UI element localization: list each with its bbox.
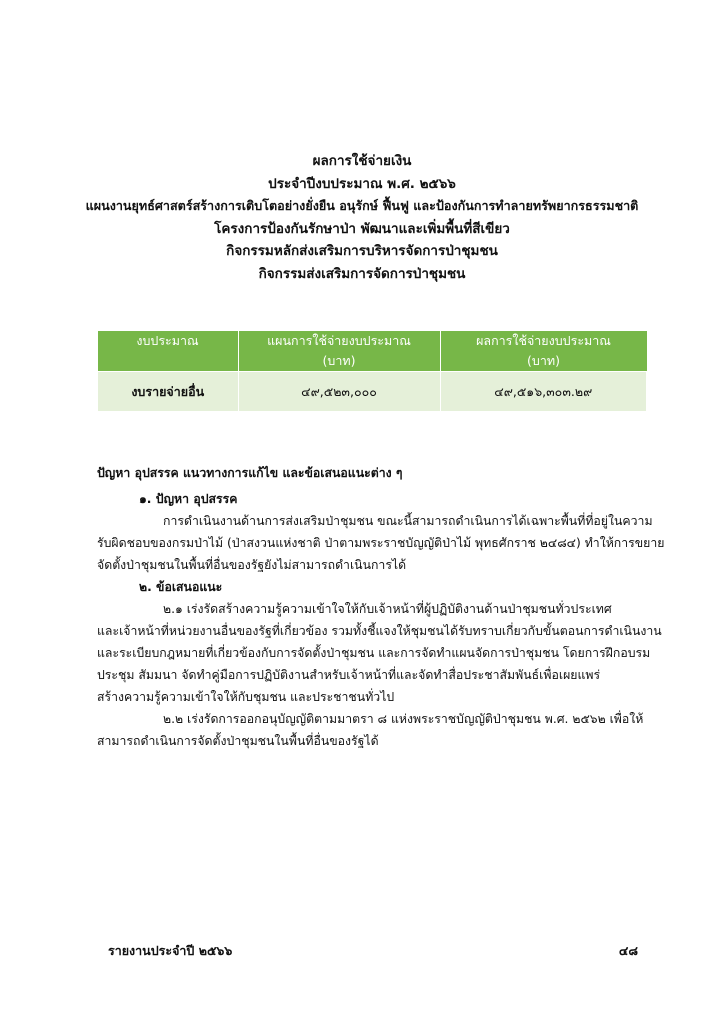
problems-heading: ๑. ปัญหา อุปสรรค — [139, 492, 238, 506]
header-budget-label: งบประมาณ — [136, 333, 199, 348]
suggestion-1-line: ประชุม สัมมนา จัดทำคู่มือการปฏิบัติงานสำหรับเจ้าหน้าที่และจัดทำสื่อประชาสัมพันธ์เพื่อเผยแพร่ — [97, 668, 601, 682]
page-number: ๔๘ — [618, 943, 638, 958]
header-result — [440, 331, 647, 372]
report-title — [0, 150, 724, 285]
suggestions-heading: ๒. ข้อเสนอแนะ — [139, 580, 223, 594]
suggestion-2-line: ๒.๒ เร่งรัดการออกอนุบัญญัติตามมาตรา ๘ แห่งพระราชบัญญัติป่าชุมชน พ.ศ. ๒๕๖๒ เพื่อให้ — [163, 712, 644, 726]
title-line-1: ผลการใช้จ่ายเงิน — [312, 153, 412, 169]
title-line-2: ประจำปีงบประมาณ พ.ศ. ๒๕๖๖ — [268, 175, 456, 192]
table-row — [98, 372, 647, 412]
suggestion-1-line: สร้างความรู้ความเข้าใจให้กับชุมชน และประชาชนทั่วไป — [97, 690, 395, 704]
row-category: งบรายจ่ายอื่น — [98, 372, 239, 412]
header-budget-sub — [98, 351, 238, 371]
table-header-row — [98, 331, 647, 372]
footer-report-title: รายงานประจำปี ๒๕๖๖ — [108, 943, 233, 958]
header-plan-unit: (บาท) — [322, 353, 356, 368]
problems-paragraph-line: จัดตั้งป่าชุมชนในพื้นที่อื่นของรัฐยังไม่สามารถดำเนินการได้ — [97, 558, 407, 572]
suggestion-1-line: และเจ้าหน้าที่หน่วยงานอื่นของรัฐที่เกี่ยวข้อง รวมทั้งชี้แจงให้ชุมชนได้รับทราบเกี่ยวกับขั้นตอนการดำเนินงาน — [97, 624, 662, 638]
suggestion-1-line: ๒.๑ เร่งรัดสร้างความรู้ความเข้าใจให้กับเจ้าหน้าที่ผู้ปฏิบัติงานด้านป่าชุมชนทั่วประเทศ — [163, 602, 612, 616]
title-line-5: กิจกรรมหลักส่งเสริมการบริหารจัดการป่าชุมชน — [226, 243, 498, 259]
issues-section — [97, 462, 665, 752]
problems-paragraph-line: รับผิดชอบของกรมป่าไม้ (ป่าสงวนแห่งชาติ ป่าตามพระราชบัญญัติป่าไม้ พุทธศักราช ๒๔๘๔) ทำให้การขยาย — [97, 536, 665, 550]
title-line-6: กิจกรรมส่งเสริมการจัดการป่าชุมชน — [258, 265, 466, 282]
header-result-label: ผลการใช้จ่ายงบประมาณ — [476, 333, 611, 348]
header-result-unit: (บาท) — [527, 353, 560, 368]
suggestion-1-line: และระเบียบกฎหมายที่เกี่ยวข้องกับการจัดตั้งป่าชุมชน และการจัดทำแผนจัดการป่าชุมชน โดยการฝึกอบรม — [97, 646, 651, 660]
problems-paragraph-line: การดำเนินงานด้านการส่งเสริมป่าชุมชน ขณะนี้สามารถดำเนินการได้เฉพาะพื้นที่ที่อยู่ในความ — [163, 514, 653, 528]
header-plan — [238, 331, 440, 372]
header-budget — [98, 331, 239, 372]
row-plan-amount: ๔๙,๕๒๓,๐๐๐ — [238, 372, 440, 412]
budget-table — [97, 331, 647, 412]
header-plan-label: แผนการใช้จ่ายงบประมาณ — [267, 333, 411, 348]
row-result-amount: ๔๙,๕๑๖,๓๐๓.๒๙ — [440, 372, 647, 412]
title-line-4: โครงการป้องกันรักษาป่า พัฒนาและเพิ่มพื้นที่สีเขียว — [214, 220, 510, 237]
suggestion-2-line: สามารถดำเนินการจัดตั้งป่าชุมชนในพื้นที่อื่นของรัฐได้ — [97, 734, 379, 748]
issues-heading: ปัญหา อุปสรรค แนวทางการแก้ไข และข้อเสนอแนะต่าง ๆ — [97, 466, 403, 480]
title-line-3: แผนงานยุทธ์ศาสตร์สร้างการเติบโตอย่างยั่งยืน อนุรักษ์ ฟื้นฟู และป้องกันการทำลายทรัพยากรธรรมชาติ — [85, 198, 639, 213]
